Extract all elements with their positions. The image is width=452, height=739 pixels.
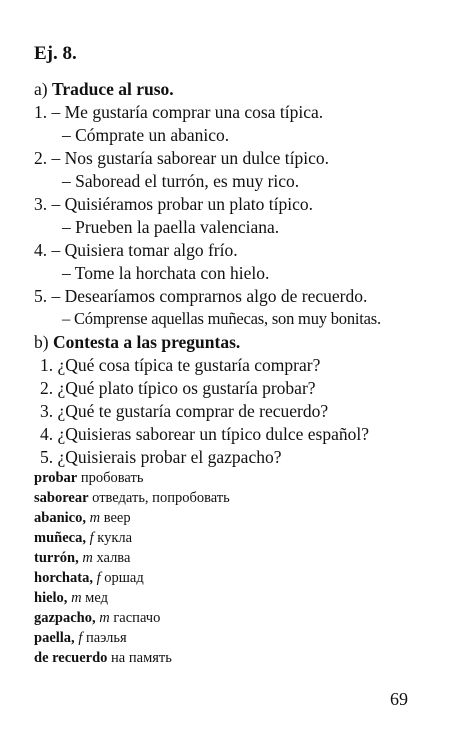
glossary-term: horchata, — [34, 570, 93, 586]
glossary-term: hielo, — [34, 590, 68, 606]
b-item-2 — [40, 377, 316, 399]
section-b-header — [34, 331, 240, 353]
section-b-title: Contesta a las preguntas. — [52, 332, 241, 352]
a-item-3-line-1 — [34, 193, 313, 215]
a-item-5-text-1: – Desearíamos comprarnos algo de recuerdo. — [51, 286, 368, 306]
a-item-5-number: 5. — [34, 286, 48, 306]
glossary-entry — [34, 629, 127, 648]
a-item-1-text-1: – Me gustaría comprar una cosa típica. — [51, 102, 324, 122]
glossary-gender: m — [71, 590, 82, 606]
b-item-5-text: ¿Quisierais probar el gazpacho? — [57, 447, 282, 467]
a-item-1-number: 1. — [34, 102, 48, 122]
page-number: 69 — [390, 689, 408, 709]
b-item-3-text: ¿Qué te gustaría comprar de recuerdo? — [57, 401, 329, 421]
glossary-entry — [34, 549, 130, 568]
a-item-1-text-2: – Cómprate un abanico. — [62, 125, 230, 145]
section-b-marker: b) — [34, 332, 49, 352]
glossary-entry — [34, 569, 144, 588]
glossary-translation: отведать, попробовать — [92, 490, 230, 506]
glossary-translation: на память — [111, 650, 172, 666]
glossary-translation: кукла — [97, 530, 133, 546]
glossary-translation: мед — [85, 590, 108, 606]
glossary-translation: паэлья — [85, 630, 127, 646]
glossary-gender: m — [99, 610, 110, 626]
a-item-3-text-1: – Quisiéramos probar un plato típico. — [51, 194, 313, 214]
glossary-gender: m — [89, 510, 101, 526]
glossary-translation: халва — [96, 550, 131, 566]
glossary-entry — [34, 609, 160, 628]
b-item-4-number: 4. — [40, 424, 54, 444]
exercise-heading: Ej. 8. — [34, 43, 77, 64]
a-item-4-line-1 — [34, 239, 238, 261]
glossary-entry — [34, 589, 108, 608]
glossary-term: paella, — [34, 630, 75, 646]
b-item-1 — [40, 354, 320, 376]
b-item-2-text: ¿Qué plato típico os gustaría probar? — [57, 378, 316, 398]
glossary-term: saborear — [34, 490, 89, 506]
a-item-2-line-1 — [34, 147, 329, 169]
a-item-3-number: 3. — [34, 194, 48, 214]
b-item-2-number: 2. — [40, 378, 54, 398]
a-item-3-text-2: – Prueben la paella valenciana. — [62, 217, 280, 237]
glossary-entry — [34, 509, 131, 528]
glossary-translation: гаспачо — [113, 610, 161, 626]
b-item-3 — [40, 400, 328, 422]
glossary-term: gazpacho, — [34, 610, 96, 626]
glossary-entry — [34, 469, 143, 488]
b-item-1-text: ¿Qué cosa típica te gustaría comprar? — [57, 355, 321, 375]
a-item-4-text-2: – Tome la horchata con hielo. — [62, 263, 270, 283]
b-item-4-text: ¿Quisieras saborear un típico dulce español? — [57, 424, 369, 444]
glossary-term: probar — [34, 470, 78, 486]
a-item-4-text-1: – Quisiera tomar algo frío. — [51, 240, 238, 260]
section-a-marker: a) — [34, 79, 48, 99]
glossary-term: de recuerdo — [34, 650, 108, 666]
glossary-entry — [34, 529, 132, 548]
b-item-5 — [40, 446, 282, 468]
section-a-header — [34, 78, 174, 100]
glossary-term: turrón, — [34, 550, 79, 566]
a-item-2-text-2: – Saboread el turrón, es muy rico. — [62, 171, 300, 191]
a-item-2-number: 2. — [34, 148, 48, 168]
glossary-gender: f — [96, 570, 101, 586]
section-a-title: Traduce al ruso. — [51, 79, 174, 99]
a-item-1-line-1 — [34, 101, 323, 123]
a-item-5-text-2: – Cómprense aquellas muñecas, son muy bonitas. — [62, 309, 381, 328]
glossary-term: abanico, — [34, 510, 86, 526]
a-item-4-number: 4. — [34, 240, 48, 260]
a-item-2-text-1: – Nos gustaría saborear un dulce típico. — [51, 148, 329, 168]
glossary-entry — [34, 489, 230, 508]
glossary-gender: f — [89, 530, 94, 546]
b-item-5-number: 5. — [40, 447, 54, 467]
b-item-4 — [40, 423, 369, 445]
glossary-translation: пробовать — [80, 470, 144, 486]
glossary-term: muñeca, — [34, 530, 86, 546]
glossary-gender: f — [78, 630, 83, 646]
glossary-translation: оршад — [104, 570, 144, 586]
glossary-gender: m — [82, 550, 93, 566]
glossary-translation: веер — [103, 510, 131, 526]
b-item-3-number: 3. — [40, 401, 54, 421]
a-item-5-line-1 — [34, 285, 367, 307]
glossary-entry — [34, 649, 172, 668]
b-item-1-number: 1. — [40, 355, 54, 375]
